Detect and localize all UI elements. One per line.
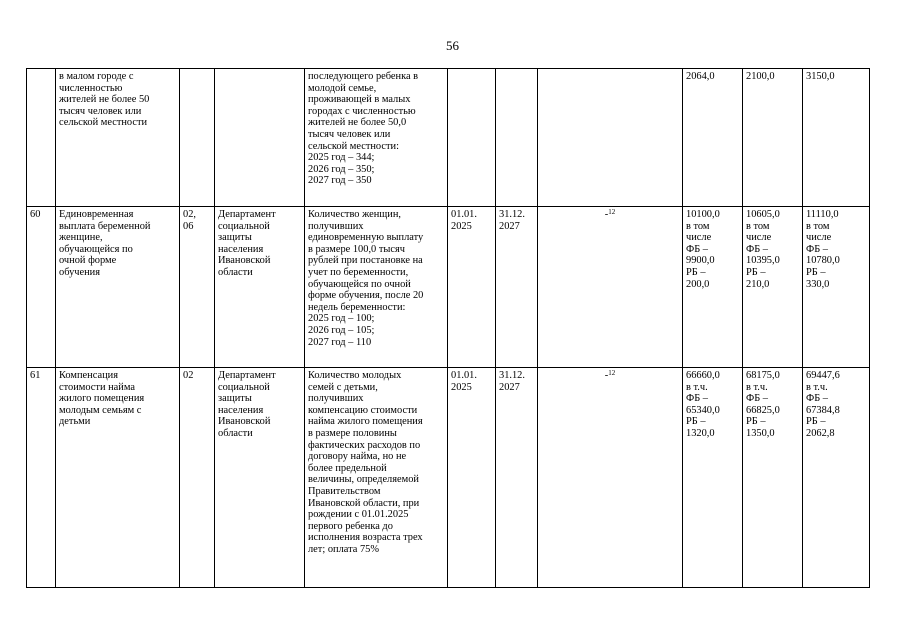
cell-line: 1320,0 (686, 427, 715, 439)
cell-line: 06 (183, 220, 194, 232)
cell-line: 2100,0 (746, 71, 775, 82)
cell-line: ФБ – (806, 243, 828, 255)
cell-line: договору найма, но не (308, 451, 407, 463)
cell-line: 01.01. (451, 370, 477, 381)
cell-line: РБ – (806, 266, 826, 278)
cell-start-date (448, 69, 496, 207)
cell-line: компенсацию стоимости (308, 404, 418, 416)
cell-line: 2062,8 (806, 427, 835, 439)
cell-line: Количество женщин, (308, 209, 402, 220)
cell-line: 2026 год – 105; (308, 324, 375, 336)
cell-line: Ивановской области, при (308, 497, 420, 509)
cell-line: ФБ – (686, 393, 708, 405)
cell-number: 61 (27, 368, 56, 588)
cell-line: защиты (218, 232, 252, 244)
cell-line: 210,0 (746, 278, 770, 290)
cell-note (538, 207, 683, 368)
cell-line: 200,0 (686, 278, 710, 290)
cell-line: в размере 100,0 тысяч (308, 243, 405, 255)
cell-line: ФБ – (746, 243, 768, 255)
cell-line: 3150,0 (806, 71, 835, 82)
cell-line: ФБ – (806, 393, 828, 405)
cell-line: в т.ч. (686, 381, 708, 393)
cell-line: единовременную выплату (308, 232, 424, 244)
cell-line: Количество молодых (308, 370, 402, 381)
cell-code (180, 207, 215, 368)
table-row (27, 207, 870, 368)
cell-line: области (218, 266, 253, 278)
cell-line: 02, (183, 209, 196, 220)
cell-line: в том (806, 220, 830, 232)
cell-line: 69447,6 (806, 370, 840, 381)
footnote-ref: 12 (608, 369, 616, 377)
cell-end-date (496, 368, 538, 588)
cell-line: рублей при постановке на (308, 255, 423, 267)
cell-line: первого ребенка до (308, 520, 393, 532)
cell-line: 66825,0 (746, 404, 780, 416)
cell-line: найма жилого помещения (308, 416, 423, 428)
cell-amount-2027 (803, 368, 870, 588)
cell-line: РБ – (746, 266, 766, 278)
cell-line: в малом городе с (59, 71, 134, 82)
cell-line: РБ – (746, 416, 766, 428)
cell-line: обучающейся по (59, 243, 133, 255)
cell-line: 2027 (499, 220, 520, 232)
cell-line: семей с детьми, (308, 381, 378, 393)
cell-line: молодым семьям с (59, 404, 142, 416)
page-number: 56 (446, 38, 459, 53)
cell-line: 66660,0 (686, 370, 720, 381)
cell-line: 2027 (499, 381, 520, 393)
cell-line: 10395,0 (746, 255, 780, 267)
cell-line: жителей не более 50,0 (308, 117, 407, 129)
cell-line: 11110,0 (806, 209, 839, 220)
cell-line: Компенсация (59, 370, 118, 381)
cell-line: Ивановской (218, 416, 271, 428)
cell-line: 01.01. (451, 209, 477, 220)
table-row (27, 69, 870, 207)
cell-line: РБ – (686, 266, 706, 278)
cell-line: 31.12. (499, 370, 525, 381)
cell-amount-2027 (803, 69, 870, 207)
cell-line: 1350,0 (746, 427, 775, 439)
cell-number (27, 69, 56, 207)
cell-line: 9900,0 (686, 255, 715, 267)
cell-line: более предельной (308, 462, 387, 474)
cell-line: 2025 (451, 220, 472, 232)
cell-line: обучения (59, 266, 101, 278)
cell-line: рождении с 01.01.2025 (308, 509, 409, 521)
cell-line: 65340,0 (686, 404, 720, 416)
cell-start-date (448, 368, 496, 588)
program-table (26, 68, 870, 588)
cell-code (180, 368, 215, 588)
cell-note (538, 368, 683, 588)
cell-measure-name (56, 69, 180, 207)
cell-line: числе (686, 232, 712, 244)
cell-line: 2025 год – 344; (308, 152, 375, 164)
cell-line: обучающейся по очной (308, 278, 411, 290)
cell-line: числе (806, 232, 832, 244)
cell-line: ФБ – (686, 243, 708, 255)
cell-line: 31.12. (499, 209, 525, 220)
cell-line: 2026 год – 350; (308, 163, 375, 175)
cell-line: недель беременности: (308, 301, 406, 313)
cell-indicator (305, 207, 448, 368)
cell-line: исполнения возраста трех (308, 532, 423, 544)
note-dash: - (604, 209, 609, 220)
cell-line: 2027 год – 110 (308, 336, 372, 348)
cell-line: лет; оплата 75% (308, 543, 380, 555)
cell-line: получивших (308, 393, 364, 405)
cell-line: учет по беременности, (308, 266, 409, 278)
cell-amount-2026 (743, 368, 803, 588)
cell-line: 10780,0 (806, 255, 840, 267)
cell-line: в размере половины (308, 427, 397, 439)
cell-line: социальной (218, 220, 270, 232)
cell-line: Департамент (218, 209, 276, 220)
footnote-ref: 12 (608, 208, 616, 216)
cell-amount-2026 (743, 69, 803, 207)
cell-line: 67384,8 (806, 404, 840, 416)
cell-code (180, 69, 215, 207)
cell-line: Ивановской (218, 255, 271, 267)
cell-line: в т.ч. (746, 381, 768, 393)
cell-line: РБ – (686, 416, 706, 428)
cell-line: 2025 (451, 381, 472, 393)
cell-line: числе (746, 232, 772, 244)
cell-line: городах с численностью (308, 105, 416, 117)
cell-end-date (496, 207, 538, 368)
cell-line: жителей не более 50 (59, 94, 150, 106)
cell-line: в том (686, 220, 710, 232)
note-dash: - (604, 370, 609, 381)
cell-line: 02 (183, 370, 194, 381)
cell-line: тысяч человек или (308, 128, 391, 140)
cell-line: выплата беременной (59, 220, 151, 232)
cell-amount-2025 (683, 207, 743, 368)
cell-amount-2027 (803, 207, 870, 368)
cell-end-date (496, 69, 538, 207)
cell-line: области (218, 427, 253, 439)
cell-line: очной форме (59, 255, 117, 267)
cell-line: Правительством (308, 485, 381, 497)
cell-line: социальной (218, 381, 270, 393)
cell-line: населения (218, 243, 264, 255)
cell-line: величины, определяемой (308, 474, 419, 486)
cell-line: молодой семье, (308, 82, 377, 94)
cell-line: в т.ч. (806, 381, 828, 393)
cell-line: сельской местности: (308, 140, 399, 152)
cell-line: получивших (308, 220, 364, 232)
cell-indicator (305, 69, 448, 207)
cell-measure-name (56, 207, 180, 368)
cell-line: численностью (59, 82, 123, 94)
cell-amount-2025 (683, 69, 743, 207)
cell-note (538, 69, 683, 207)
cell-line: стоимости найма (59, 381, 135, 393)
cell-line: в том (746, 220, 770, 232)
cell-line: 2025 год – 100; (308, 313, 375, 325)
cell-executor (215, 69, 305, 207)
cell-measure-name (56, 368, 180, 588)
cell-line: жилого помещения (59, 393, 145, 405)
cell-start-date (448, 207, 496, 368)
cell-line: 68175,0 (746, 370, 780, 381)
cell-line: женщине, (59, 232, 103, 244)
cell-amount-2025 (683, 368, 743, 588)
cell-line: фактических расходов по (308, 439, 421, 451)
cell-line: 10605,0 (746, 209, 780, 220)
cell-number: 60 (27, 207, 56, 368)
cell-line: детьми (59, 416, 91, 428)
cell-line: населения (218, 404, 264, 416)
cell-line: 330,0 (806, 278, 830, 290)
cell-line: 10100,0 (686, 209, 720, 220)
cell-line: 2064,0 (686, 71, 715, 82)
cell-line: Единовременная (59, 209, 134, 220)
cell-line: защиты (218, 393, 252, 405)
cell-line: 2027 год – 350 (308, 175, 372, 187)
cell-line: последующего ребенка в (308, 71, 419, 82)
cell-indicator (305, 368, 448, 588)
cell-line: РБ – (806, 416, 826, 428)
cell-executor (215, 368, 305, 588)
cell-line: форме обучения, после 20 (308, 290, 424, 302)
cell-executor (215, 207, 305, 368)
cell-amount-2026 (743, 207, 803, 368)
table-row (27, 368, 870, 588)
cell-line: ФБ – (746, 393, 768, 405)
cell-line: тысяч человек или (59, 105, 142, 117)
cell-line: Департамент (218, 370, 276, 381)
cell-line: сельской местности (59, 117, 148, 129)
cell-line: проживающей в малых (308, 94, 411, 106)
